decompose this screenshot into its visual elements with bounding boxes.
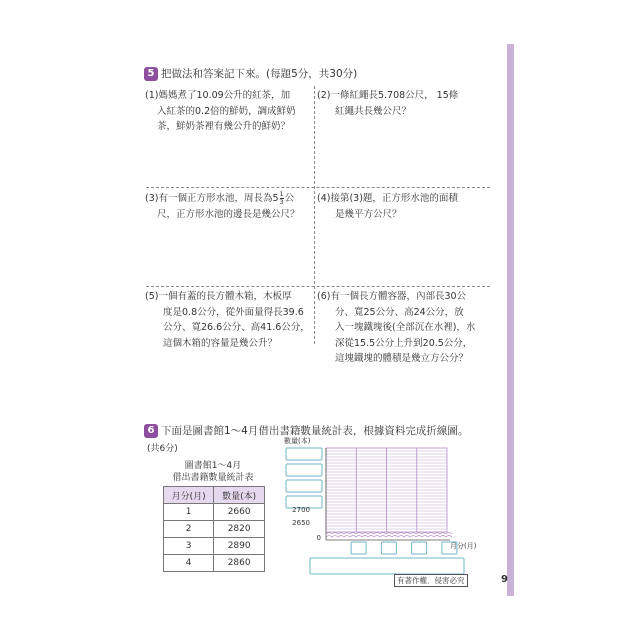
problem-4-line: 是幾平方公尺？ [335,208,402,220]
table-row [164,521,265,538]
x-axis-label: 月分(月) [450,542,477,550]
question-5-header [144,66,357,81]
problem-5-line: (5)一個有蓋的長方體木箱，木板厚 [145,291,292,302]
problem-6-line: 入一塊鐵塊後(全部沉在水裡)，水 [335,322,476,333]
problem-3-line: 尺，正方形水池的邊長是幾公尺？ [157,208,300,220]
table-cell-count: 2660 [214,504,265,521]
table-cell-month: 2 [164,521,214,538]
question-5-number: 5 [144,67,158,81]
table-cell-count: 2890 [214,538,265,555]
axis-break-wave [326,536,452,538]
fraction-numerator: 1 [279,190,284,198]
table-row [164,555,265,572]
problem-4 [317,191,458,222]
problem-2-line: 紅繩共長幾公尺？ [335,105,412,117]
table-cell-month: 3 [164,538,214,555]
question-6-title: 下面是圖書館1～4月借出書籍數量統計表，根據資料完成折線圖。 [161,425,469,437]
y-tick-input-boxes [286,448,322,508]
problem-5-line: 度是0.8公分，從外面量得長39.6 [163,306,304,318]
page-number: 9 [501,574,508,585]
table-header-count: 數量(本) [214,487,265,504]
fraction-denominator: 3 [279,198,284,206]
x-category-input-box[interactable] [351,542,366,554]
problem-3-line: (3)有一個正方形水池，周長為5 [145,193,279,204]
question-6-score: (共6分) [147,444,178,454]
table-cell-count: 2860 [214,555,265,572]
y-tick-label: 2700 [292,506,310,514]
axis-break-wave [326,533,452,535]
y-tick-input-box[interactable] [286,480,322,492]
problem-6 [317,289,475,367]
x-category-input-boxes [351,542,457,554]
table-row [164,538,265,555]
problem-4-line: (4)接第(3)題，正方形水池的面積 [317,193,458,204]
page-edge-band [507,44,514,596]
divider-vertical [314,86,315,344]
problem-2-line: (2)一條紅繩長5.708公尺， 15條 [317,90,459,101]
stats-table [163,486,265,572]
problem-5-line: 這個木箱的容量是幾公升？ [163,337,278,349]
divider-row-1 [146,187,490,188]
x-category-input-box[interactable] [381,542,396,554]
problem-6-line: 分、寬25公分、高24公分，放 [335,306,464,318]
problem-2 [317,88,458,119]
divider-row-2 [146,286,490,287]
copyright-label: 有著作權．侵害必究 [394,574,468,587]
problem-6-line: 這塊鐵塊的體積是幾立方公分？ [335,353,469,364]
x-category-input-box[interactable] [412,542,427,554]
problem-5 [145,289,310,351]
y-tick-label: 2650 [292,519,310,527]
y-tick-label: 0 [316,534,321,542]
question-6-number: 6 [144,424,158,438]
problem-1-line: 入紅茶的0.2倍的鮮奶，調成鮮奶 [157,105,296,117]
chart-title-input-box[interactable] [310,558,464,574]
chart-grid [326,448,452,540]
line-chart [284,436,494,576]
problem-5-line: 公分、寬26.6公分、高41.6公分， [163,322,310,333]
problem-1 [145,88,296,135]
problem-3-line: 公 [284,193,295,204]
problem-6-line: (6)有一個長方體容器，內部長30公 [317,291,467,302]
problem-3 [145,191,300,222]
y-tick-input-box[interactable] [286,448,322,460]
y-axis-label: 數量(本) [284,437,311,445]
problem-1-line: 茶，鮮奶茶裡有幾公升的鮮奶？ [157,121,291,132]
table-title-line: 圖書館1～4月 [184,461,242,471]
table-title-line: 借出書籍數量統計表 [172,473,254,483]
question-5-title: 把做法和答案記下來。(每題5分，共30分) [161,68,358,80]
problem-6-line: 深從15.5公分上升到20.5公分， [335,337,473,349]
table-title [158,460,268,484]
table-cell-count: 2820 [214,521,265,538]
fraction-one-third [280,191,284,206]
table-cell-month: 1 [164,504,214,521]
table-header-month: 月分(月) [164,487,214,504]
problem-1-line: (1)媽媽煮了10.09公升的紅茶，加 [145,90,291,101]
y-tick-input-box[interactable] [286,464,322,476]
table-row [164,504,265,521]
table-cell-month: 4 [164,555,214,572]
